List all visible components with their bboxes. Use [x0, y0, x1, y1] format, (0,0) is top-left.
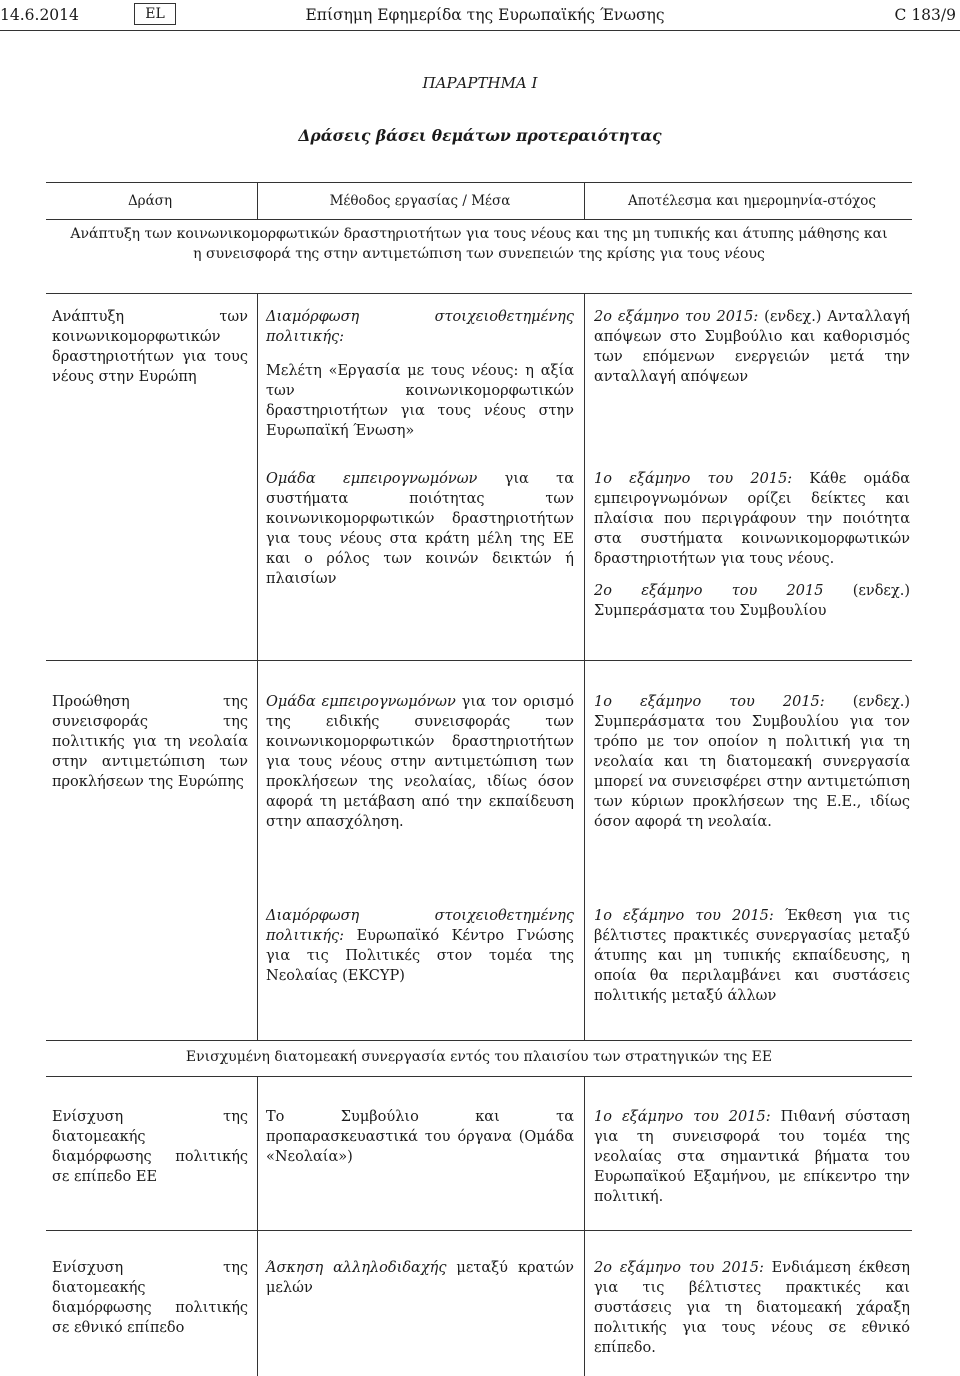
result-lead: 1ο εξάμηνο του 2015: [594, 694, 825, 710]
result-text: Πιθανή σύσταση για τη συνεισφορά του τομέα της νεολαίας στα σημαντικά βήματα του Ευρωπαϊκού Εξαμήνου, με επίκεντρο την πολιτική. [594, 1109, 910, 1205]
result-lead: 1ο εξάμηνο του 2015: [594, 908, 774, 924]
document-title: Δράσεις βάσει θεμάτων προτεραιότητας [298, 126, 662, 145]
method-text: για τα συστήματα ποιότητας των κοινωνικομορφωτικών δραστηριοτήτων για τους νέους στα κράτη μέλη της ΕΕ και ο ρόλος των κοινών δεικτών ή πλαισίων [266, 471, 574, 587]
page-number: C 183/9 [894, 6, 956, 24]
result-text: Έκθεση για τις βέλτιστες πρακτικές συνεργασίας μεταξύ άτυπης και μη τυπικής εκπαίδευσης, η οποία θα περιλαμβάνει και συστάσεις πολιτικής μεταξύ άλλων [594, 908, 910, 1004]
method-text: Μελέτη «Εργασία με τους νέους: η αξία των κοινωνικομορφωτικών δραστηριοτήτων για τους νέους στην Ευρωπαϊκή Ένωση» [266, 363, 574, 439]
action-cell: Ανάπτυξη των κοινωνικομορφωτικών δραστηριοτήτων για τους νέους στην Ευρώπη [52, 309, 248, 385]
column-header-method: Μέθοδος εργασίας / Μέσα [329, 193, 511, 209]
result-cell [594, 1107, 910, 1207]
row-divider-rule [46, 1076, 912, 1077]
result-lead: 2ο εξάμηνο του 2015: [594, 309, 759, 325]
result-text: Ενδιάμεση έκθεση για τις βέλτιστες πρακτικές και συστάσεις για τη διατομεακή χάραξη πολιτικής για τους νέους σε εθνικό επίπεδο. [594, 1260, 910, 1356]
page-header [0, 0, 960, 31]
header-date: 14.6.2014 [0, 6, 79, 24]
column-divider [257, 293, 258, 1040]
result-cell [594, 1258, 910, 1358]
method-cell: Το Συμβούλιο και τα προπαρασκευαστικά του όργανα (Ομάδα «Νεολαία») [266, 1109, 574, 1165]
column-divider [257, 182, 258, 219]
header-bottom-rule [46, 219, 912, 220]
table-top-rule [46, 182, 912, 183]
row-divider-rule [46, 660, 912, 661]
method-lead: Άσκηση αλληλοδιδαχής [266, 1260, 447, 1276]
result-lead: 2ο εξάμηνο του 2015 [594, 583, 824, 599]
column-divider [257, 1076, 258, 1376]
action-cell: Ενίσχυση της διατομεακής διαμόρφωσης πολιτικής σε επίπεδο ΕΕ [52, 1109, 248, 1185]
theme-heading [52, 224, 906, 264]
column-divider [584, 1076, 585, 1376]
annex-title: ΠΑΡΑΡΤΗΜΑ Ι [422, 74, 538, 92]
result-lead: 1ο εξάμηνο του 2015: [594, 1109, 771, 1125]
method-cell [266, 906, 574, 986]
result-cell [594, 906, 910, 1006]
method-lead: Ομάδα εμπειρογνωμόνων [266, 471, 478, 487]
journal-title: Επίσημη Εφημερίδα της Ευρωπαϊκής Ένωσης [305, 6, 665, 24]
result-lead: 1ο εξάμηνο του 2015: [594, 471, 793, 487]
result-text: Κάθε ομάδα εμπειρογνωμόνων ορίζει δείκτες και πλαίσια που περιγράφουν την ποιότητα στα συστήματα κοινωνικομορφωτικών δραστηριοτήτων για τους νέους. [594, 471, 910, 567]
theme-divider-rule [46, 1040, 912, 1041]
action-cell: Προώθηση της συνεισφοράς της πολιτικής για τη νεολαία στην αντιμετώπιση των προκλήσεων της Ευρώπης [52, 694, 248, 790]
method-cell [266, 1258, 574, 1298]
method-lead: Ομάδα εμπειρογνωμόνων [266, 694, 456, 710]
row-divider-rule [46, 1230, 912, 1231]
theme-divider-rule [46, 293, 912, 294]
result-text: (ενδεχ.) Συμπεράσματα του Συμβουλίου για τον τρόπο με τον οποίον η πολιτική για τη νεολαία και τη διατομεακή συνεργασία μπορεί να συνεισφέρει στην αντιμετώπιση των κύριων προκλήσεων της Ε.Ε., ιδίως όσον αφορά τη νεολαία. [594, 694, 910, 830]
theme-heading: Ενισχυμένη διατομεακή συνεργασία εντός του πλαισίου των στρατηγικών της ΕΕ [185, 1049, 773, 1065]
column-divider [584, 182, 585, 219]
method-text: για τον ορισμό της ειδικής συνεισφοράς των κοινωνικομορφωτικών δραστηριοτήτων για τους νέους στην αντιμετώπιση των προκλήσεων της νεολαίας, ιδίως όσον αφορά τη μετάβαση από την εκπαίδευση στην απασχόληση. [266, 694, 574, 830]
result-lead: 2ο εξάμηνο του 2015: [594, 1260, 764, 1276]
method-lead: Διαμόρφωση στοιχειοθετημένης πολιτικής: [266, 908, 574, 944]
result-cell [594, 692, 910, 832]
column-divider [584, 293, 585, 1040]
action-cell: Ενίσχυση της διατομεακής διαμόρφωσης πολιτικής σε εθνικό επίπεδο [52, 1260, 248, 1336]
column-header-action: Δράση [127, 193, 173, 209]
language-badge: EL [134, 3, 176, 25]
result-text: (ενδεχ.) Ανταλλαγή απόψεων στο Συμβούλιο και καθορισμός των επόμενων ενεργειών μετά την ανταλλαγή απόψεων [594, 309, 910, 385]
theme-heading-line: η συνεισφορά της στην αντιμετώπιση των συνεπειών της κρίσης για τους νέους [193, 246, 765, 262]
method-cell [266, 692, 574, 832]
theme-heading-line: Ανάπτυξη των κοινωνικομορφωτικών δραστηριοτήτων για τους νέους και της μη τυπικής και άτυπης μάθησης και [70, 226, 888, 242]
method-text: Ευρωπαϊκό Κέντρο Γνώσης για τις Πολιτικές στον τομέα της Νεολαίας (EKCYP) [266, 928, 574, 984]
method-text: μεταξύ κρατών μελών [266, 1260, 574, 1296]
method-cell [266, 307, 574, 441]
result-text: (ενδεχ.) Συμπεράσματα του Συμβουλίου [594, 583, 911, 619]
result-cell [594, 307, 910, 387]
method-cell [266, 469, 574, 589]
method-lead: Διαμόρφωση στοιχειοθετημένης πολιτικής: [266, 309, 574, 345]
column-header-result: Αποτέλεσμα και ημερομηνία-στόχος [628, 193, 876, 209]
result-cell [594, 469, 910, 621]
